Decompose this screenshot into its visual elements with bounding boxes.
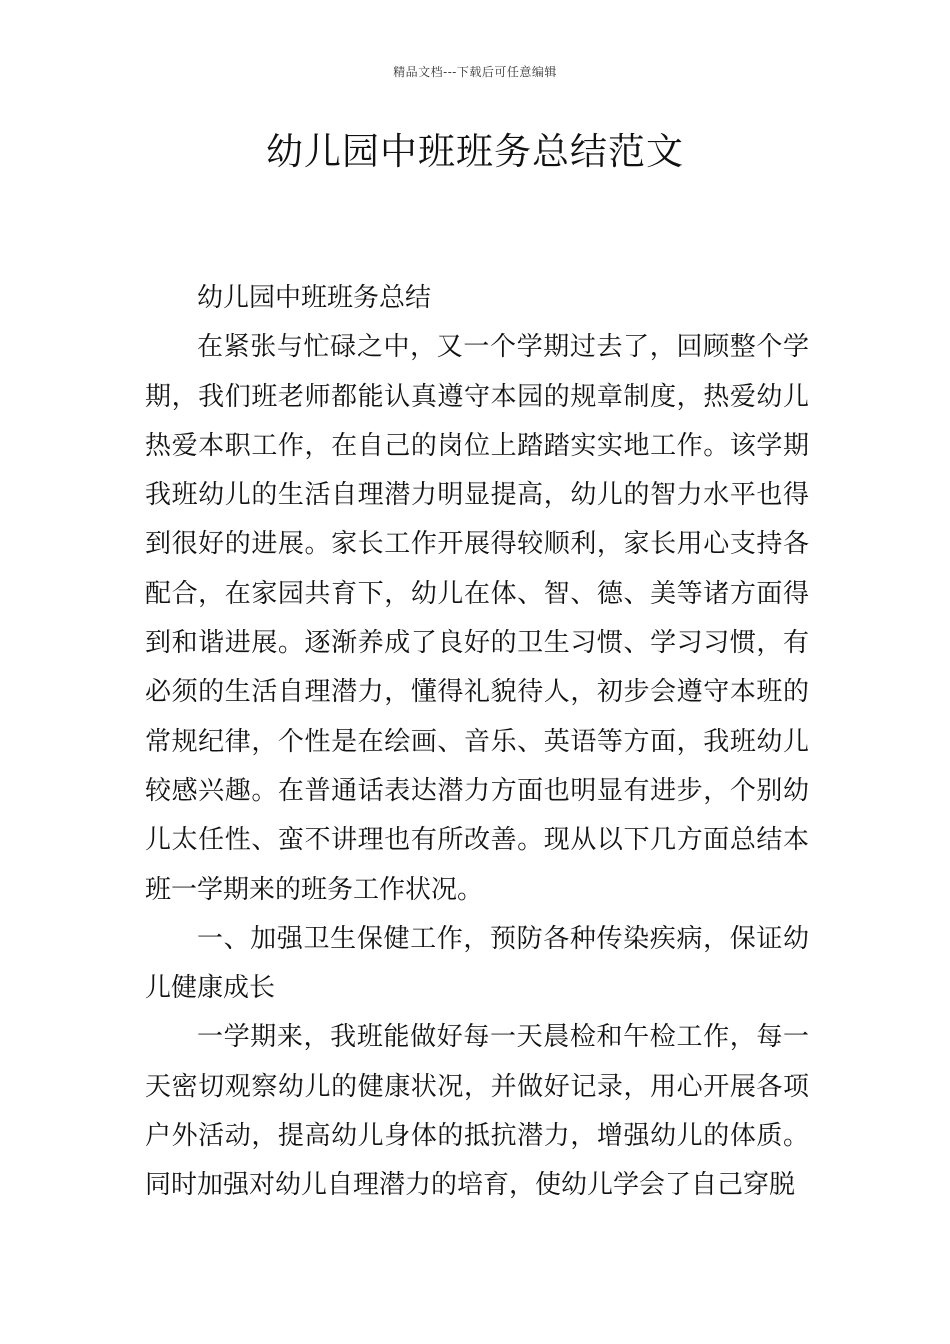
document-body [145, 274, 809, 1211]
section-heading: 幼儿园中班班务总结 [197, 283, 432, 313]
body-paragraph: 一学期来，我班能做好每一天晨检和午检工作，每一天密切观察幼儿的健康状况，并做好记录，用心开展各项户外活动，提高幼儿身体的抵抗潜力，增强幼儿的体质。同时加强对幼儿自理潜力的培育，使幼儿学会了自己穿脱 [145, 1022, 809, 1201]
body-paragraph: 在紧张与忙碌之中，又一个学期过去了，回顾整个学期，我们班老师都能认真遵守本园的规章制度，热爱幼儿热爱本职工作，在自己的岗位上踏踏实实地工作。该学期我班幼儿的生活自理潜力明显提高，幼儿的智力水平也得到很好的进展。家长工作开展得较顺利，家长用心支持各配合，在家园共育下，幼儿在体、智、德、美等诸方面得到和谐进展。逐渐养成了良好的卫生习惯、学习习惯，有必须的生活自理潜力，懂得礼貌待人，初步会遵守本班的常规纪律，个性是在绘画、音乐、英语等方面，我班幼儿较感兴趣。在普通话表达潜力方面也明显有进步，个别幼儿太任性、蛮不讲理也有所改善。现从以下几方面总结本班一学期来的班务工作状况。 [145, 332, 809, 905]
header-note: 精品文档---下载后可任意编辑 [393, 65, 557, 79]
document-title: 幼儿园中班班务总结范文 [266, 130, 684, 173]
section-heading: 一、加强卫生保健工作，预防各种传染疾病，保证幼儿健康成长 [145, 923, 809, 1004]
